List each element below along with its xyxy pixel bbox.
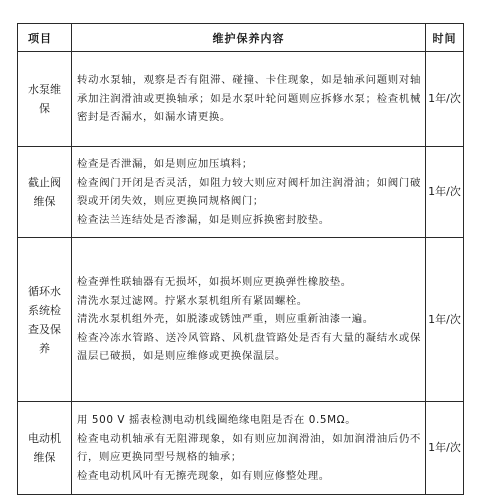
maintenance-table: [17, 23, 464, 495]
content-line: 检查电动机风叶有无擦壳现象，如有则应修整处理。: [77, 469, 330, 482]
row-item-circulation: 循环水系统检查及保养: [18, 238, 72, 402]
content-line: 检查是否泄漏，如是则应加压填料；: [77, 158, 253, 170]
row-time-pump: 1年/次: [426, 52, 464, 147]
table-header-row: [18, 24, 464, 52]
content-line: 检查电动机轴承有无阻滞现象，如有则应加润滑油，如加润滑油后仍不行，则应更换同型号规格的轴承；: [77, 432, 421, 463]
content-line: 转动水泵轴，观察是否有阻滞、碰撞、卡住现象，如是轴承问题则对轴承加注润滑油或更换轴承；如是水泵叶轮问题则应拆修水泵；检查机械密封是否漏水，如漏水请更换。: [77, 74, 421, 124]
row-content-circulation: [72, 238, 426, 402]
row-content-pump: [72, 52, 426, 147]
row-time-motor: 1年/次: [426, 402, 464, 495]
content-line: 检查冷冻水管路、送冷风管路、风机盘管路处是否有大量的凝结水或保温层已破损，如是则应维修或更换保温层。: [77, 331, 421, 363]
row-content-motor: [72, 402, 426, 495]
content-line: 清洗水泵过滤网。拧紧水泵机组所有紧固螺栓。: [77, 294, 308, 307]
header-time: 时间: [426, 24, 464, 52]
table-row: [18, 238, 464, 402]
row-time-valve: 1年/次: [426, 147, 464, 238]
row-item-valve: 截止阀维保: [18, 147, 72, 238]
row-item-pump: 水泵维保: [18, 52, 72, 147]
table-row: [18, 147, 464, 238]
content-line: 检查阀门开闭是否灵活，如阻力较大则应对阀杆加注润滑油；如阀门破裂或开闭失效，则应更换同规格阀门；: [77, 176, 421, 207]
header-item: 项目: [18, 24, 72, 52]
row-content-valve: [72, 147, 426, 238]
table-row: [18, 402, 464, 495]
content-line: 用 500 V 摇表检测电动机线圈绝缘电阻是否在 0.5MΩ。: [77, 414, 357, 426]
content-line: 清洗水泵机组外壳，如脱漆或锈蚀严重，则应重新油漆一遍。: [77, 313, 374, 326]
header-content: 维护保养内容: [72, 24, 426, 52]
content-line: 检查弹性联轴器有无损坏，如损坏则应更换弹性橡胶垫。: [77, 276, 352, 289]
row-time-circulation: 1年/次: [426, 238, 464, 402]
row-item-motor: 电动机维保: [18, 402, 72, 495]
table-row: [18, 52, 464, 147]
content-line: 检查法兰连结处是否渗漏，如是则应拆换密封胶垫。: [77, 213, 330, 226]
maintenance-sheet: [17, 23, 463, 495]
